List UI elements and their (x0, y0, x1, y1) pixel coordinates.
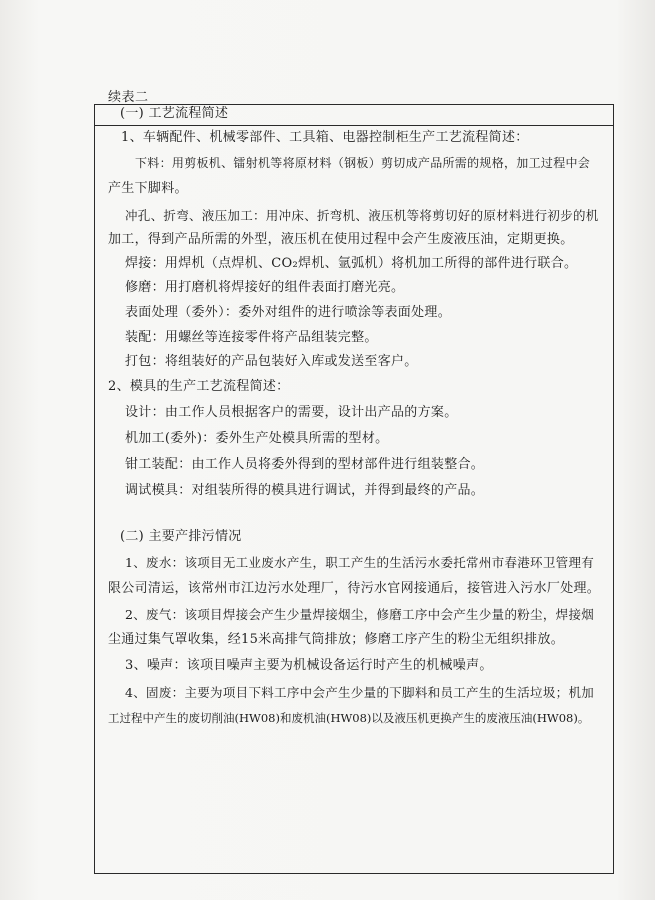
section1-heading: (一) 工艺流程简述 (120, 106, 229, 121)
item1-heading: 1、车辆配件、机械零部件、工具箱、电器控制柜生产工艺流程简述： (121, 130, 529, 145)
waste-gas-line1: 2、废气：该项目焊接会产生少量焊接烟尘，修磨工序中会产生少量的粉尘，焊接烟 (125, 607, 595, 622)
step-surface-treatment: 表面处理（委外）：委外对组件的进行喷涂等表面处理。 (125, 305, 452, 320)
solid-waste-line1: 4、固废：主要为项目下料工序中会产生少量的下脚料和员工产生的生活垃圾；机加 (125, 685, 595, 700)
solid-waste-line2: 工过程中产生的废切削油(HW08)和废机油(HW08)以及液压机更换产生的废液压油(HW08)。 (108, 711, 590, 725)
continuation-label: 续表二 (108, 90, 149, 105)
noise-line: 3、噪声：该项目噪声主要为机械设备运行时产生的机械噪声。 (125, 658, 493, 673)
mold-step-machining: 机加工(委外)：委外生产处模具所需的型材。 (125, 431, 389, 446)
step-punching-line2: 加工，得到产品所需的外型，液压机在使用过程中会产生废液压油，定期更换。 (108, 232, 574, 247)
step-cutting-line2: 产生下脚料。 (108, 181, 188, 196)
mold-step-design: 设计：由工作人员根据客户的需要，设计出产品的方案。 (125, 405, 458, 420)
mold-step-fitting: 钳工装配：由工作人员将委外得到的型材部件进行组装整合。 (125, 457, 485, 472)
section2-heading: (二) 主要产排污情况 (120, 529, 242, 544)
table-title-divider (95, 125, 613, 126)
mold-step-debugging: 调试模具：对组装所得的模具进行调试，并得到最终的产品。 (125, 483, 485, 498)
step-cutting-line1: 下料：用剪板机、镭射机等将原材料（钢板）剪切成产品所需的规格，加工过程中会 (135, 156, 591, 170)
wastewater-line2: 限公司清运，该常州市江边污水处理厂，待污水官网接通后，接管进入污水厂处理。 (108, 581, 601, 596)
step-assembly: 装配：用螺丝等连接零件将产品组装完整。 (125, 330, 378, 345)
step-packing: 打包：将组装好的产品包装好入库或发送至客户。 (125, 354, 418, 369)
step-welding: 焊接：用焊机（点焊机、CO₂焊机、氩弧机）将机加工所得的部件进行联合。 (125, 256, 578, 271)
step-punching-line1: 冲孔、折弯、液压加工：用冲床、折弯机、液压机等将剪切好的原材料进行初步的机 (125, 208, 599, 223)
wastewater-line1: 1、废水：该项目无工业废水产生，职工产生的生活污水委托常州市春港环卫管理有 (125, 555, 595, 570)
item2-heading: 2、模具的生产工艺流程简述： (108, 379, 290, 394)
step-grinding: 修磨：用打磨机将焊接好的组件表面打磨光亮。 (125, 280, 405, 295)
waste-gas-line2: 尘通过集气罩收集，经15米高排气筒排放；修磨工序产生的粉尘无组织排放。 (108, 632, 565, 647)
